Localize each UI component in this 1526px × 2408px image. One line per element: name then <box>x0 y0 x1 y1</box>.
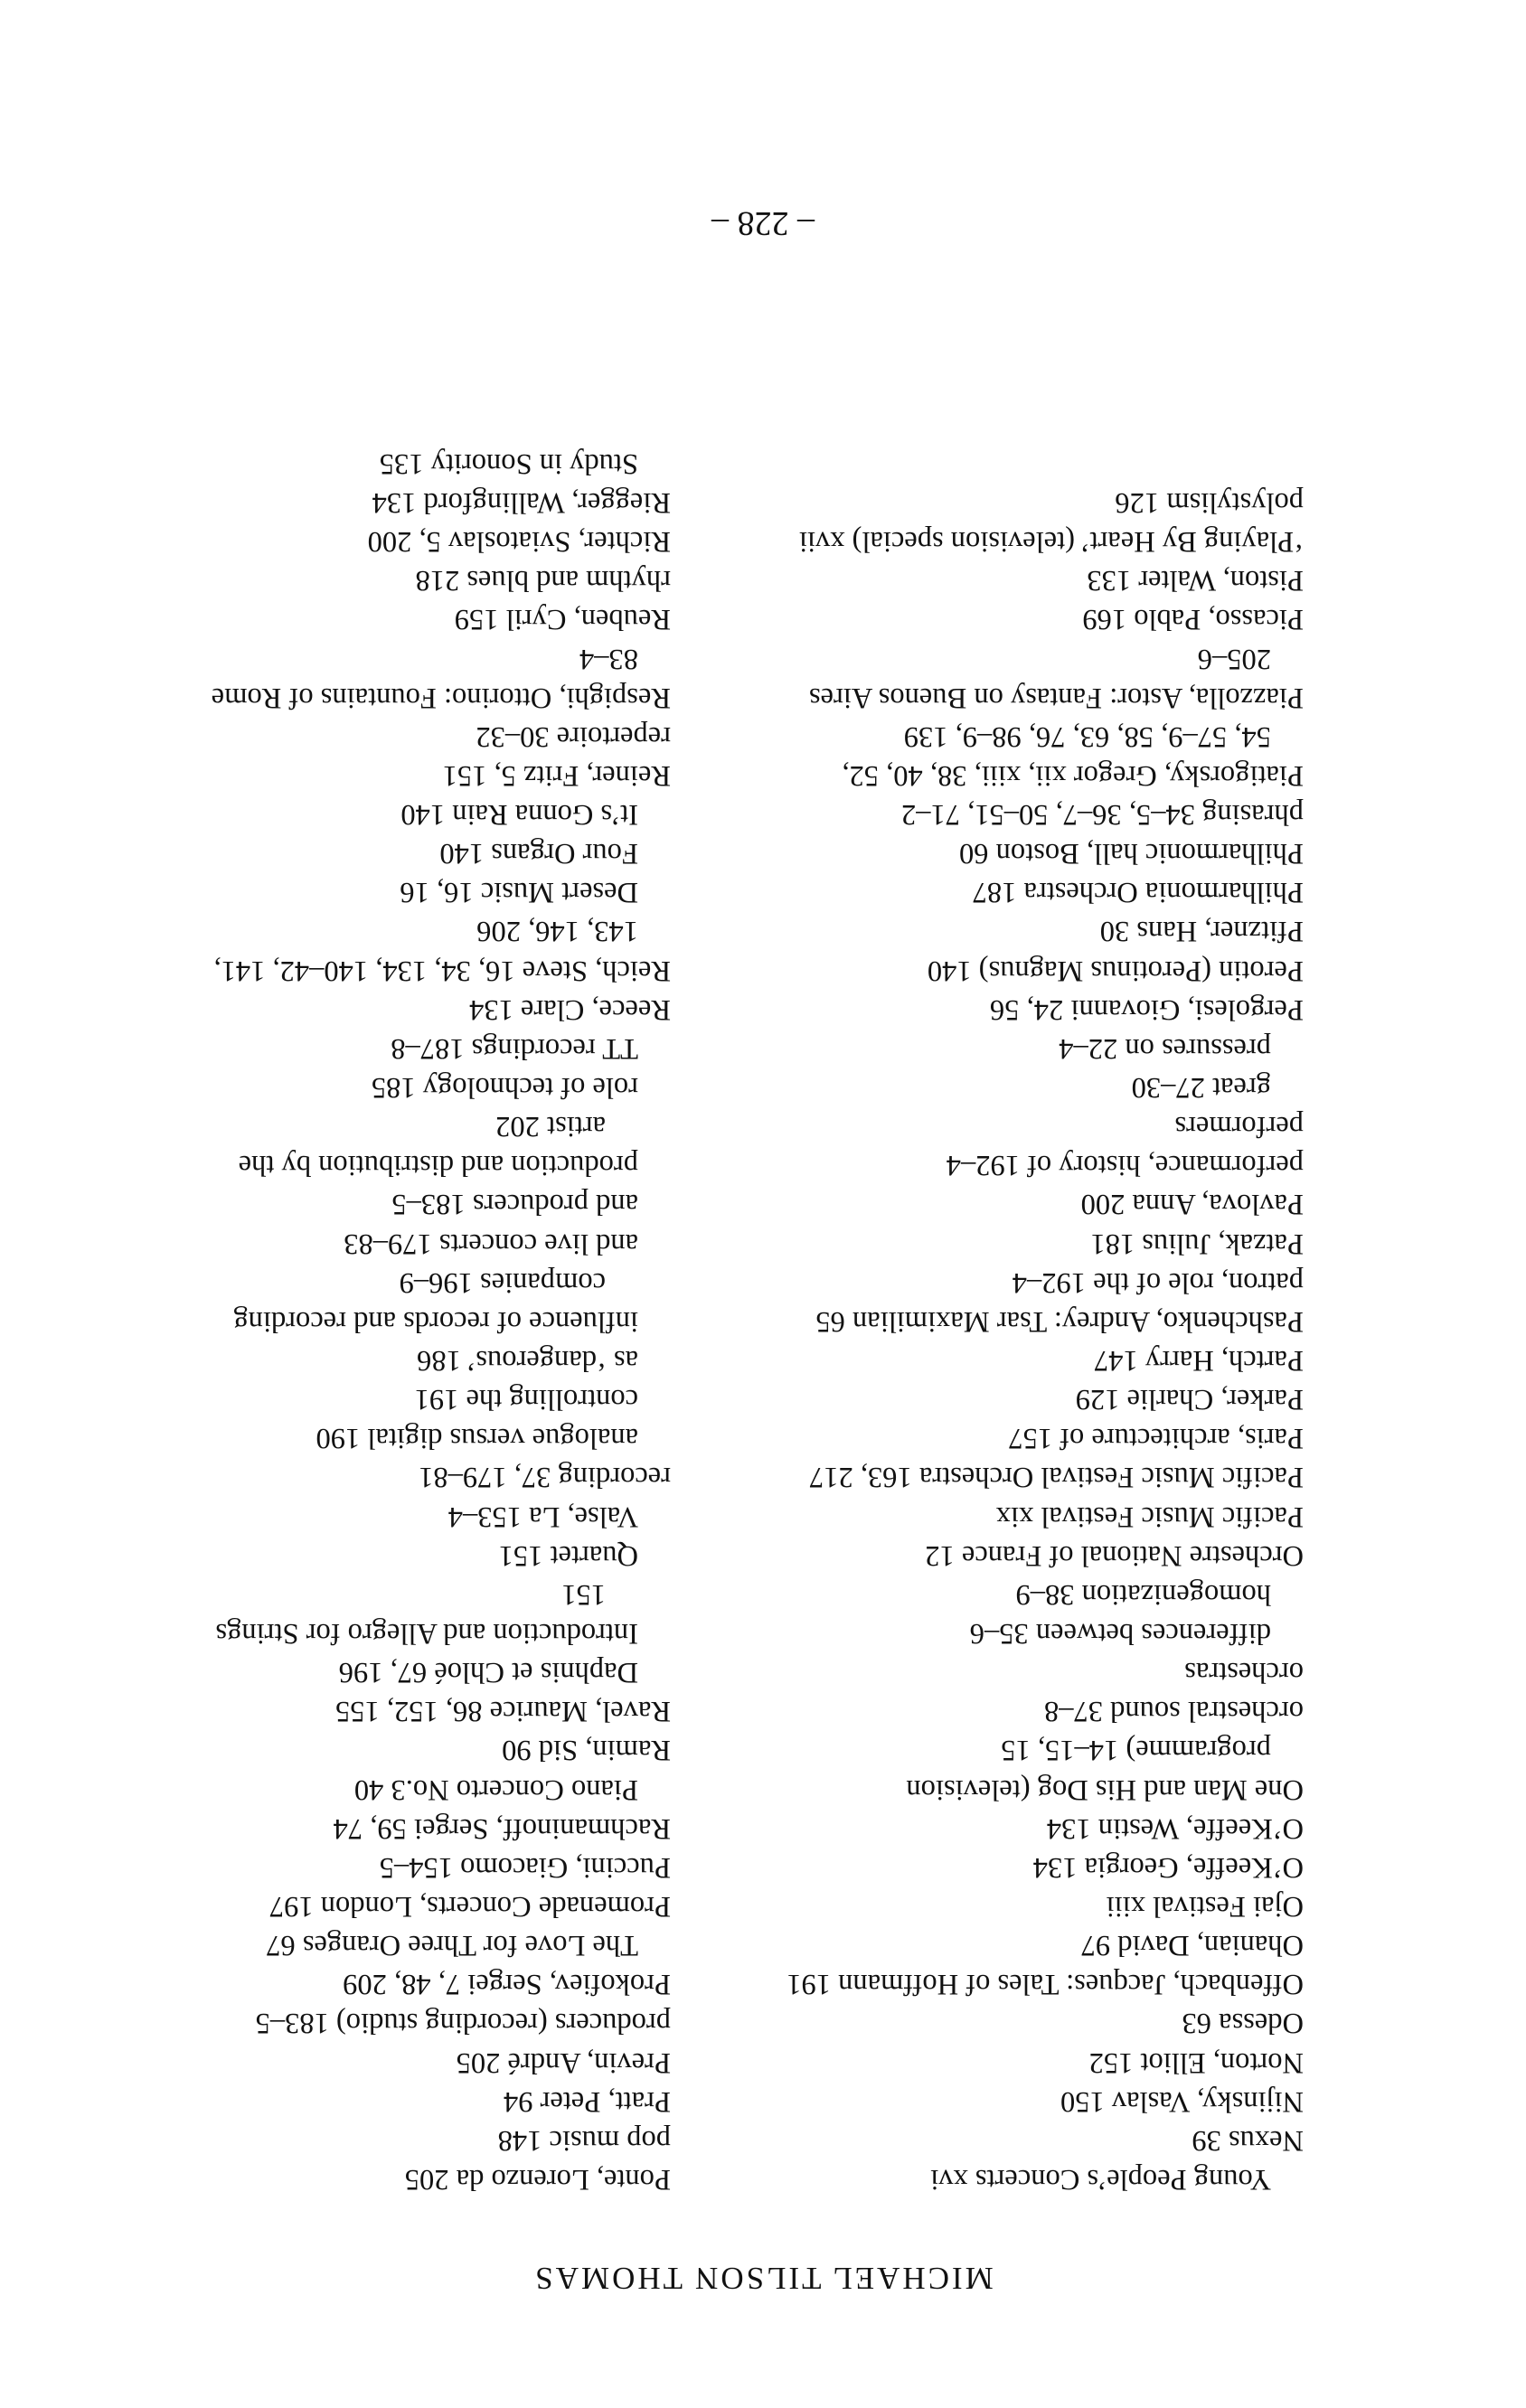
index-subentry: production and distribution by the <box>238 1149 638 1182</box>
page-number: – 228 – <box>711 204 815 242</box>
index-entry: Riegger, Wallingford 134 <box>372 485 671 519</box>
index-entry: performance, history of 192–4 <box>946 1149 1304 1182</box>
index-entry: repertoire 30–32 <box>476 720 671 753</box>
index-entry: recording 37, 179–81 <box>419 1461 671 1494</box>
index-subentry: as ‘dangerous’ 186 <box>417 1344 638 1378</box>
index-subentry: Daphnis et Chloé 67, 196 <box>338 1656 638 1689</box>
index-entry: pop music 148 <box>497 2123 671 2157</box>
index-subentry: TT recordings 187–8 <box>391 1031 638 1065</box>
index-subentry: It’s Gonna Rain 140 <box>400 798 638 832</box>
index-entry: Patzak, Julius 181 <box>1090 1227 1304 1260</box>
index-entry: Ravel, Maurice 86, 152, 155 <box>335 1695 671 1728</box>
index-entry: Puccini, Giacomo 154–5 <box>379 1850 671 1884</box>
index-entry: ‘Playing By Heart’ (television special) xvii <box>798 525 1304 559</box>
index-entry: Piston, Walter 133 <box>1087 564 1304 597</box>
running-header: MICHAEL TILSON THOMAS <box>532 2261 994 2296</box>
index-entry: Pacific Music Festival Orchestra 163, 217 <box>809 1461 1304 1494</box>
index-entry: Pashchenko, Andrey: Tsar Maximilian 65 <box>815 1304 1304 1338</box>
index-column-left <box>707 483 1304 2198</box>
index-entry: Richter, Sviatoslav 5, 200 <box>367 525 671 559</box>
index-entry: Nexus 39 <box>1192 2123 1304 2157</box>
index-entry: Parker, Charlie 129 <box>1075 1383 1304 1416</box>
index-entry: Orchestre National of France 12 <box>925 1538 1304 1572</box>
index-entry: Reuben, Cyril 159 <box>454 603 671 636</box>
index-entry: orchestral sound 37–8 <box>1043 1695 1304 1728</box>
index-entry: Partch, Harry 147 <box>1094 1344 1304 1378</box>
index-subentry: 143, 146, 206 <box>476 915 638 948</box>
index-entry: Ojai Festival xiii <box>1106 1890 1304 1924</box>
index-entry: Nijinsky, Vaslav 150 <box>1060 2084 1304 2118</box>
index-subentry: artist 202 <box>495 1110 606 1143</box>
index-entry: Norton, Elliot 152 <box>1088 2046 1304 2079</box>
index-entry: polystylism 126 <box>1115 485 1304 519</box>
index-subentry: differences between 35–6 <box>969 1617 1271 1651</box>
index-entry: Pratt, Peter 94 <box>503 2084 671 2118</box>
index-entry: Rachmaninoff, Sergei 59, 74 <box>333 1811 671 1845</box>
index-entry: Piazzolla, Astor: Fantasy on Buenos Aires <box>808 681 1304 714</box>
index-entry: Reece, Clare 134 <box>469 992 671 1026</box>
index-entry: O’Keeffe, Georgia 134 <box>1032 1850 1304 1884</box>
index-entry: phrasing 34–5, 36–7, 50–51, 71–2 <box>900 798 1304 832</box>
index-subentry: 151 <box>561 1577 606 1611</box>
index-column-right <box>74 444 671 2198</box>
index-entry: Pavlova, Anna 200 <box>1080 1188 1304 1221</box>
index-entry: Reiner, Fritz 5, 151 <box>442 758 671 792</box>
index-entry: orchestras <box>1184 1656 1304 1689</box>
index-subentry: Piano Concerto No.3 40 <box>353 1773 638 1806</box>
index-subentry: The Love for Three Oranges 67 <box>266 1929 638 1962</box>
index-subentry: 54, 57–9, 58, 63, 76, 98–9, 139 <box>903 720 1271 753</box>
index-entry: Prokofiev, Sergei 7, 48, 209 <box>343 1968 671 2001</box>
index-entry: Offenbach, Jacques: Tales of Hoffmann 191 <box>787 1968 1304 2001</box>
index-subentry: and producers 183–5 <box>391 1188 638 1221</box>
index-subentry: analogue versus digital 190 <box>316 1422 638 1455</box>
index-subentry: Introduction and Allegro for Strings <box>215 1617 638 1651</box>
index-subentry: Study in Sonority 135 <box>379 447 638 480</box>
index-entry: Odessa 63 <box>1182 2007 1304 2040</box>
index-subentry: influence of records and recording <box>233 1304 638 1338</box>
index-entry: One Man and His Dog (television <box>906 1773 1304 1806</box>
index-subentry: homogenization 38–9 <box>1015 1577 1271 1611</box>
index-entry: Previn, André 205 <box>456 2046 671 2079</box>
index-subentry: and live concerts 179–83 <box>344 1227 638 1260</box>
index-entry: O’Keeffe, Westin 134 <box>1046 1811 1304 1845</box>
index-entry: Pacific Music Festival xix <box>995 1500 1304 1533</box>
index-entry: Picasso, Pablo 169 <box>1082 603 1304 636</box>
index-subentry: Four Organs 140 <box>439 837 638 870</box>
index-entry: performers <box>1174 1110 1304 1143</box>
index-subentry: 205–6 <box>1197 642 1271 675</box>
index-subentry: Desert Music 16, 16 <box>400 876 638 909</box>
index-entry: Ohanian, David 97 <box>1080 1929 1304 1962</box>
index-subentry: Quartet 151 <box>498 1538 638 1572</box>
index-entry: Ramin, Sid 90 <box>502 1734 671 1767</box>
index-entry: Pergolesi, Giovanni 24, 56 <box>990 992 1304 1026</box>
index-entry: Piatigorsky, Gregor xii, xiii, 38, 40, 52, <box>842 758 1304 792</box>
index-entry: Pfitzner, Hans 30 <box>1099 915 1304 948</box>
index-entry: Reich, Steve 16, 34, 134, 140–42, 141, <box>213 954 671 987</box>
index-subentry: role of technology 185 <box>371 1071 638 1105</box>
index-entry: Philharmonia Orchestra 187 <box>972 876 1304 909</box>
index-subentry: Young People’s Concerts xvi <box>930 2163 1271 2196</box>
index-subentry: great 27–30 <box>1131 1071 1271 1105</box>
index-entry: Perotin (Perotinus Magnus) 140 <box>927 954 1304 987</box>
index-entry: rhythm and blues 218 <box>415 564 671 597</box>
index-entry: Promenade Concerts, London 197 <box>268 1890 671 1924</box>
index-entry: Paris, architecture of 157 <box>1008 1422 1304 1455</box>
index-subentry: companies 196–9 <box>399 1265 606 1299</box>
index-subentry: programme) 14–15, 15 <box>1001 1734 1271 1767</box>
index-subentry: pressures on 22–4 <box>1059 1031 1271 1065</box>
index-subentry: 83–4 <box>579 642 638 675</box>
index-subentry: Valse, La 153–4 <box>447 1500 638 1533</box>
index-subentry: controlling the 191 <box>414 1383 638 1416</box>
index-entry: Ponte, Lorenzo da 205 <box>404 2163 671 2196</box>
index-entry: Respighi, Ottorino: Fountains of Rome <box>211 681 671 714</box>
index-entry: Philharmonic hall, Boston 60 <box>959 837 1304 870</box>
index-entry: patron, role of the 192–4 <box>1012 1265 1304 1299</box>
index-entry: producers (recording studio) 183–5 <box>255 2007 671 2040</box>
